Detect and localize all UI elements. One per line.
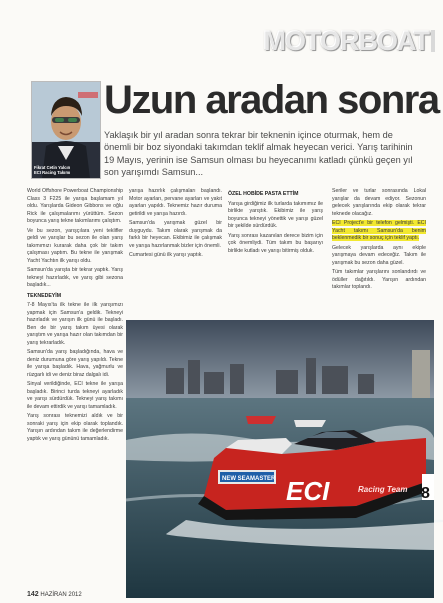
portrait-caption — [34, 165, 70, 175]
boat-hull-side-text: Racing Team — [358, 485, 408, 494]
body-paragraph: Ve bu sezon, yarışçılara yeni teklifler geldi ve yarışlar bu sezon ile olan yarış takımımızı kurarak daha çok bir takım çalışması yaptım. Bu tekne ile yarışmak Yacht Yachtın ilk yarışı oldu. — [27, 227, 123, 264]
race-boat-illustration — [126, 320, 434, 598]
race-boat-photo — [126, 320, 434, 598]
article-column-4 — [332, 188, 426, 290]
highlight-marker: ECI Project'e bir telefon gelmişti. ECI Yacht takımı Samsun'da benim beklenmedik bir sonuç için teklif yaptı. — [332, 220, 426, 241]
section-subheading: ÖZEL HOBİDE PASTA ETTİM — [228, 191, 299, 197]
portrait-caption-team: ECI Racing Takımı — [34, 170, 71, 175]
author-photo — [32, 82, 100, 178]
body-paragraph: Yarış sonrası kazanılan derece bizim için çok önemliydi. Tüm takım bu başarıyı birlikte kutladı ve yarışı bitirmiş olduk. — [228, 232, 323, 254]
page-footer — [27, 591, 82, 598]
boat-number: 8 — [421, 485, 430, 502]
boat-hull-text: ECI — [286, 476, 330, 506]
body-paragraph: Seriler ve turlar sonrasında Lokal yarışlar da devam ediyor. Sezonun gelecek yarışlarında ekip olarak tekrar teknede olacağız. — [332, 188, 426, 217]
article-column-1 — [27, 188, 123, 583]
masthead-brand: MOTORBOAT — [263, 26, 429, 56]
body-paragraph: Yarışa girdiğimiz ilk turlarda takımımız ile birlikte yarıştık. Ekibimiz ile yarış boyunca tekneyi yönettik ve yarışı güzel bir şekilde sürdürdük. — [228, 200, 323, 229]
body-paragraph: Samsun'da yarışta bir tekrar yaptık. Yarış tekneyi hazırladık, ve yarış gibi sezona başladık... — [27, 267, 123, 288]
issue-label: HAZİRAN 2012 — [40, 592, 82, 598]
article-column-3 — [228, 188, 323, 285]
highlighted-text — [332, 220, 426, 243]
body-paragraph: Tüm takımlar yarışlarını sonlandırdı ve ödüller dağıtıldı. Yarışın ardından takımlar toplandı. — [332, 269, 426, 290]
masthead-tick — [431, 30, 435, 52]
author-portrait — [31, 81, 101, 179]
body-paragraph: 7-8 Mayıs'ta ilk tekne ile ilk yarışımızı yapmak için Samsun'a geldik. Tekneyi hazırladık ve yarışın ilk günü ile başladı. Ben de bir yarış takım üyesi olarak yarıştım ve yarışa hazır olan takımdan bir yarış tekrarladık. — [27, 302, 123, 346]
body-paragraph: Samsun'da yarış başladığında, hava ve deniz durumuna göre yarış yapıldı. Tekne ile yarışa başladık. Hava, yağmurlu ve rüzgarlı idi ve deniz biraz dalgalı idi. — [27, 349, 123, 378]
masthead — [263, 26, 435, 60]
body-paragraph: Sinyal verildiğinde, ECI tekne ile yarışa başladık. Birinci turda tekneyi ayarladık ve yarışı sürdürdük. Tekneyi yarış takımı ile devam ettirdik ve yarışı tamamladık. — [27, 381, 123, 410]
body-paragraph: Samsun'da yarışmak güzel bir duyguydu. Takım olarak yarışmak da farklı bir heyecan. Ekibimiz ile çalışmak ve yarışa hazırlanmak bizler için önemli. — [129, 220, 222, 249]
portrait-caption-name: Fikrat Cetin Yalcın — [34, 165, 71, 170]
body-paragraph: Cumartesi günü ilk yarışı yaptık. — [129, 252, 203, 258]
body-paragraph: Yarış sonrası teknemizi aldık ve bir sonraki yarış için ekip olarak toplandık. Yarışın ardından takım ile değerlendirme yaptık ve yarış gününü tamamladık. — [27, 413, 123, 442]
boat-sponsor-text: NEW SEAMASTER — [222, 476, 276, 482]
body-paragraph: yarışa hazırlık çalışmaları başlandı. Motor ayarları, pervane ayarları ve yakıt ayarları yapıldı. Teknemiz hazır duruma getirildi ve yarışa hazırdı. — [129, 188, 222, 217]
article-deck: Yaklaşık bir yıl aradan sonra tekrar bir teknenin içince oturmak, hem de önemli bir boz siyondaki takımdan teklif almak heyecan verici. Yarış tarihinin 19 Mayıs, yerinin ise Samsun olması bu heyecanımı katladı çünkü geçen yıl son yarışımdı Samsun... — [104, 130, 413, 177]
article-headline: Uzun aradan sonra — [104, 78, 439, 122]
body-paragraph: World Offshore Powerboat Championship Class 3 F225 ile yarışa başlamam yıl oldu. Yarışlarda Gideon Gibbons ve oğlu Rick ile çalışmalarımı yürüttüm. Sezon boyunca yarış tekne takımlarımı çalıştım. — [27, 188, 123, 224]
article-column-2 — [129, 188, 222, 285]
body-paragraph: Gelecek yarışlarda aynı ekiple yarışmaya devam edeceğiz. Takım ile yarışmak bu sezon daha güzel. — [332, 244, 426, 266]
page-number: 142 — [27, 591, 39, 598]
section-subheading: TEKNEDEYİM — [27, 292, 62, 299]
